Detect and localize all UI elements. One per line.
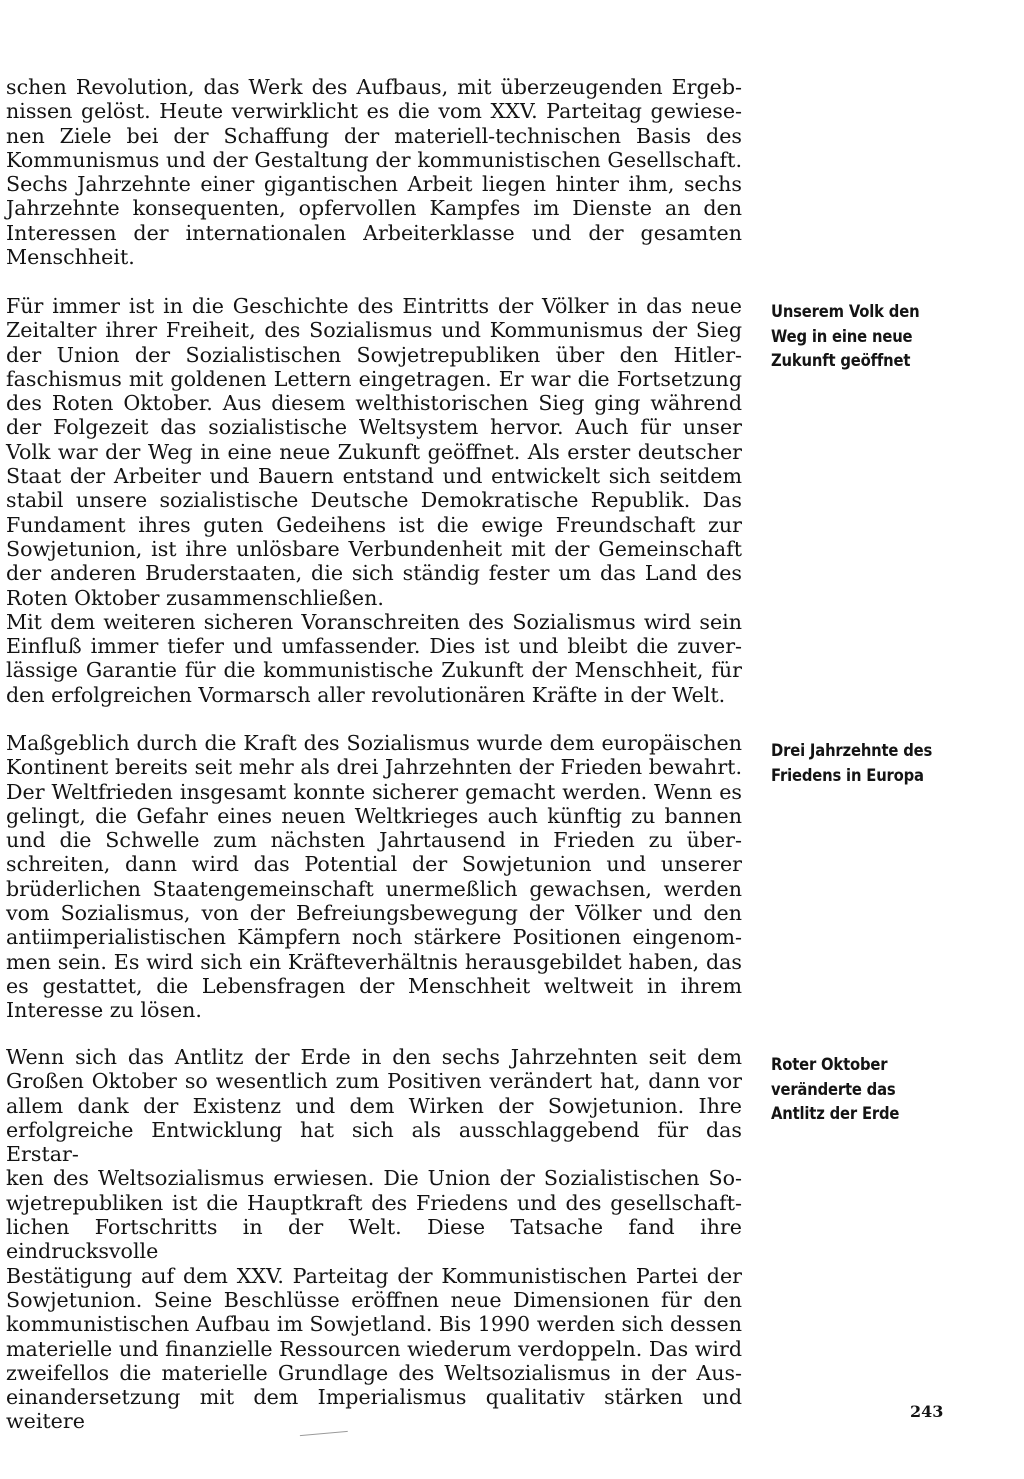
heading-line: Drei Jahrzehnte des	[771, 741, 933, 761]
marginal-heading-2	[771, 739, 943, 788]
heading-line: Antlitz der Erde	[771, 1104, 900, 1124]
text-line: den erfolgreichen Vormarsch aller revolutionären Kräfte in der Welt.	[6, 682, 726, 707]
text-line: gelingt, die Gefahr eines neuen Weltkrieges auch künftig zu bannen	[6, 803, 742, 828]
paragraph-text	[6, 75, 742, 269]
text-line: Sowjetunion. Seine Beschlüsse eröffnen neue Dimensionen für den	[6, 1287, 742, 1312]
text-line: Jahrzehnte konsequenten, opfervollen Kampfes im Dienste an den	[6, 196, 742, 221]
heading-line: Zukunft geöffnet	[771, 351, 911, 371]
text-line: Mit dem weiteren sicheren Voranschreiten des Sozialismus wird sein	[6, 609, 742, 634]
text-line: erfolgreiche Entwicklung hat sich als ausschlaggebend für das Erstar-	[6, 1117, 742, 1167]
text-line: Bestätigung auf dem XXV. Parteitag der Kommunistischen Partei der	[6, 1263, 742, 1288]
text-line: schen Revolution, das Werk des Aufbaus, mit überzeugenden Ergeb-	[6, 75, 742, 99]
text-line: Kommunismus und der Gestaltung der kommunistischen Gesellschaft.	[6, 147, 742, 172]
heading-line: Weg in eine neue	[771, 326, 913, 347]
text-line: Sowjetunion, ist ihre unlösbare Verbundenheit mit der Gemeinschaft	[6, 536, 742, 561]
text-line: Roten Oktober zusammenschließen.	[6, 585, 384, 610]
paragraph-text	[6, 294, 742, 707]
text-line: Kontinent bereits seit mehr als drei Jahrzehnten der Frieden bewahrt.	[6, 755, 742, 780]
marginal-heading-1	[771, 300, 943, 374]
text-line: antiimperialistischen Kämpfern noch stärkere Positionen eingenom-	[6, 925, 742, 950]
text-line: lässige Garantie für die kommunistische Zukunft der Menschheit, für	[6, 658, 742, 683]
heading-line: Roter Oktober	[771, 1055, 888, 1075]
text-line: der Folgezeit das sozialistische Weltsystem hervor. Auch für unser	[6, 415, 742, 440]
text-line: ken des Weltsozialismus erwiesen. Die Union der Sozialistischen So-	[6, 1166, 742, 1191]
text-line: Maßgeblich durch die Kraft des Sozialismus wurde dem europäischen	[6, 731, 742, 755]
paragraph-3	[6, 731, 742, 1023]
text-line: Für immer ist in die Geschichte des Eintritts der Völker in das neue	[6, 294, 742, 318]
text-line: Staat der Arbeiter und Bauern entstand und entwickelt sich seitdem	[6, 464, 742, 489]
text-line: schreiten, dann wird das Potential der Sowjetunion und unserer	[6, 852, 742, 877]
text-line: vom Sozialismus, von der Befreiungsbewegung der Völker und den	[6, 901, 742, 926]
text-line: materielle und finanzielle Ressourcen wiederum verdoppeln. Das wird	[6, 1336, 742, 1361]
text-line: Interessen der internationalen Arbeiterklasse und der gesamten	[6, 220, 742, 245]
text-line: faschismus mit goldenen Lettern eingetragen. Er war die Fortsetzung	[6, 366, 742, 391]
text-line: brüderlichen Staatengemeinschaft unermeßlich gewachsen, werden	[6, 876, 742, 901]
paragraph-text	[6, 731, 742, 1023]
paragraph-4	[6, 1045, 742, 1434]
paragraph-text	[6, 1045, 742, 1434]
text-line: Großen Oktober so wesentlich zum Positiven verändert hat, dann vor	[6, 1069, 742, 1094]
text-line: lichen Fortschritts in der Welt. Diese Tatsache fand ihre eindrucksvolle	[6, 1215, 742, 1264]
heading-line: Friedens in Europa	[771, 765, 924, 786]
marginal-heading-3	[771, 1053, 943, 1127]
text-line: und die Schwelle zum nächsten Jahrtausend in Frieden zu über-	[6, 828, 742, 853]
text-line: Interesse zu lösen.	[6, 998, 202, 1023]
text-line: einandersetzung mit dem Imperialismus qualitativ stärken und weitere	[6, 1385, 742, 1434]
text-line: stabil unsere sozialistische Deutsche Demokratische Republik. Das	[6, 488, 742, 513]
text-line: der anderen Bruderstaaten, die sich ständig fester um das Land des	[6, 561, 742, 586]
text-line: Einfluß immer tiefer und umfassender. Dies ist und bleibt die zuver-	[6, 634, 742, 659]
text-line: Menschheit.	[6, 245, 135, 270]
text-line: Wenn sich das Antlitz der Erde in den sechs Jahrzehnten seit dem	[6, 1045, 742, 1069]
page-number: 243	[910, 1402, 944, 1421]
text-line: nissen gelöst. Heute verwirklicht es die vom XXV. Parteitag gewiese-	[6, 99, 742, 124]
text-line: zweifellos die materielle Grundlage des Weltsozialismus in der Aus-	[6, 1360, 742, 1385]
text-line: Fundament ihres guten Gedeihens ist die ewige Freundschaft zur	[6, 512, 742, 537]
text-line: Volk war der Weg in eine neue Zukunft geöffnet. Als erster deutscher	[6, 439, 742, 464]
text-line: nen Ziele bei der Schaffung der materiell-technischen Basis des	[6, 123, 742, 148]
text-line: des Roten Oktober. Aus diesem welthistorischen Sieg ging während	[6, 391, 742, 416]
text-line: Sechs Jahrzehnte einer gigantischen Arbeit liegen hinter ihm, sechs	[6, 172, 742, 197]
text-line: wjetrepubliken ist die Hauptkraft des Friedens und des gesellschaft-	[6, 1190, 742, 1215]
text-line: men sein. Es wird sich ein Kräfteverhältnis herausgebildet haben, das	[6, 949, 742, 974]
text-line: es gestattet, die Lebensfragen der Menschheit weltweit in ihrem	[6, 973, 742, 998]
text-line: der Union der Sozialistischen Sowjetrepubliken über den Hitler-	[6, 342, 742, 367]
text-line: Der Weltfrieden insgesamt konnte sicherer gemacht werden. Wenn es	[6, 779, 742, 804]
text-line: allem dank der Existenz und dem Wirken der Sowjetunion. Ihre	[6, 1093, 742, 1118]
paragraph-2	[6, 294, 742, 707]
text-line: kommunistischen Aufbau im Sowjetland. Bis 1990 werden sich dessen	[6, 1312, 742, 1337]
paragraph-1	[6, 75, 742, 269]
heading-line: veränderte das	[771, 1079, 896, 1100]
text-line: Zeitalter ihrer Freiheit, des Sozialismus und Kommunismus der Sieg	[6, 318, 742, 343]
heading-line: Unserem Volk den	[771, 302, 920, 322]
